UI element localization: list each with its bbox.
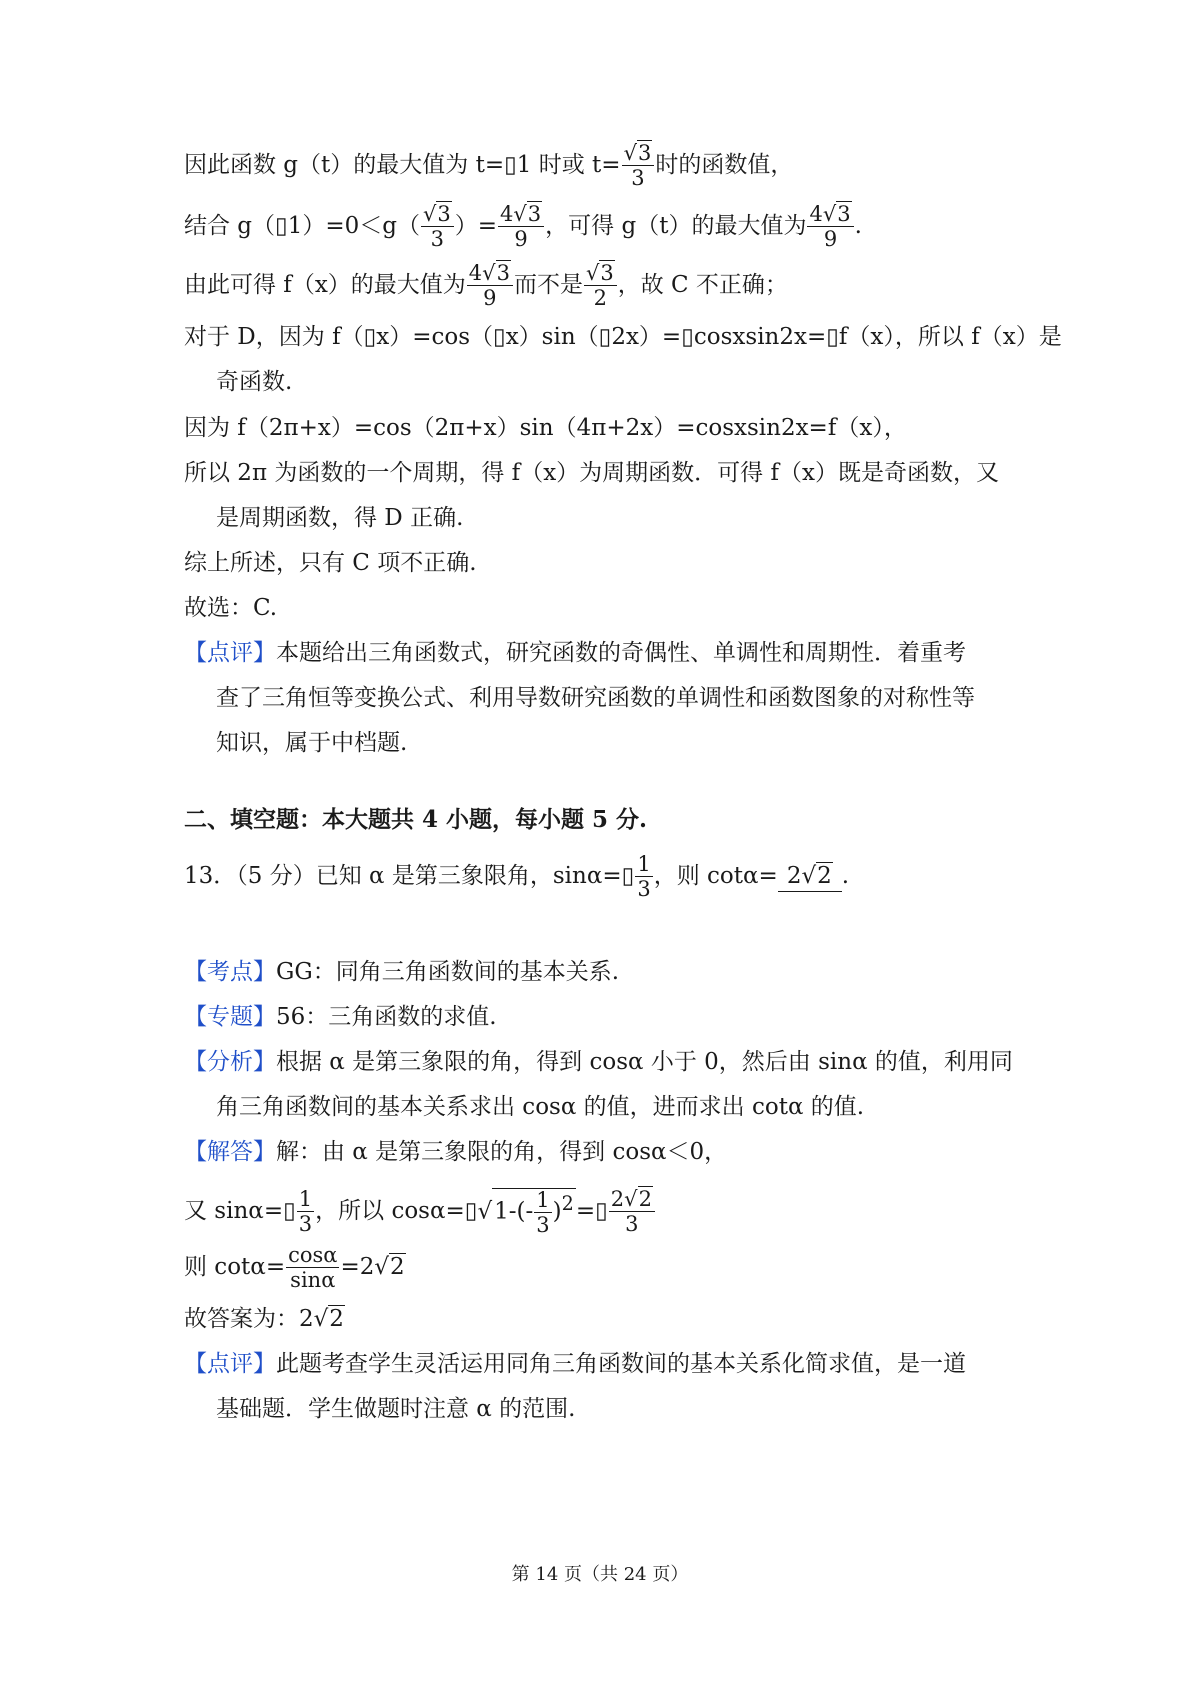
missing-glyph: ▯: [504, 152, 517, 178]
fraction: $\frac{1}{3}$: [637, 852, 651, 901]
fraction: $\frac{√3}{3}$: [622, 143, 655, 189]
question-13: 13．（5 分）已知 α 是第三象限角，sinα=▯ $\frac{1}{3}$ ，则 cotα= 2√2 .: [184, 852, 850, 901]
fraction: $\frac{√3}{2}$: [584, 263, 617, 309]
text-line: 【考点】GG：同角三角函数间的基本关系.: [184, 959, 620, 985]
text-line: 所以 2π 为函数的一个周期，得 f（x）为周期函数．可得 f（x）既是奇函数，又: [184, 460, 999, 486]
fraction: $\frac{2√2}{3}$: [609, 1189, 655, 1235]
text-line: [184, 143, 793, 189]
text-line: 【分析】根据 α 是第三象限的角，得到 cosα 小于 0，然后由 sinα 的值，利用同: [184, 1049, 1013, 1075]
text-line: 角三角函数间的基本关系求出 cosα 的值，进而求出 cotα 的值.: [216, 1094, 865, 1120]
text-line: 综上所述，只有 C 项不正确.: [184, 550, 477, 576]
fraction: $\frac{1}{3}$: [298, 1186, 313, 1236]
text-line: 【点评】本题给出三角函数式，研究函数的奇偶性、单调性和周期性．着重考: [184, 640, 966, 666]
solution-tag: 【解答】: [184, 1139, 276, 1165]
text-line: 对于 D，因为 f（▯x）=cos（▯x）sin（▯2x）=▯cosxsin2x=▯f（x），所以 f（x）是: [184, 324, 1062, 350]
fraction: $\frac{4√3}{9}$: [807, 204, 853, 250]
analysis-tag: 【分析】: [184, 1049, 276, 1075]
text: 因此函数 g（t）的最大值为 t=: [184, 152, 505, 178]
text-line: 则 cotα= $\frac{\cos\alpha}{\sin\alpha}$ =2√2: [184, 1243, 405, 1292]
text-line: 故选：C.: [184, 595, 278, 621]
comment-tag: 【点评】: [184, 1351, 276, 1377]
text-line: 知识，属于中档题.: [216, 730, 408, 756]
text-line: 【点评】此题考查学生灵活运用同角三角函数间的基本关系化简求值，是一道: [184, 1351, 966, 1377]
fraction: $\frac{4√3}{9}$: [467, 263, 513, 309]
text-line: 查了三角恒等变换公式、利用导数研究函数的单调性和函数图象的对称性等: [216, 685, 975, 711]
comment-tag: 【点评】: [184, 640, 276, 666]
text-line: 【解答】解：由 α 是第三象限的角，得到 cosα＜0，: [184, 1139, 728, 1165]
text: 时的函数值，: [655, 152, 794, 178]
text-line: 是周期函数，得 D 正确.: [216, 505, 464, 531]
section-heading: 二、填空题：本大题共 4 小题，每小题 5 分.: [184, 806, 648, 833]
text-line: 【专题】56：三角函数的求值.: [184, 1004, 497, 1030]
text-line: 因为 f（2π+x）=cos（2π+x）sin（4π+2x）=cosxsin2x=f（x），: [184, 415, 907, 441]
text: 1 时或 t=: [516, 152, 621, 178]
text-line: 结合 g（▯1）=0＜g（ $\frac{√3}{3}$ ）= $\frac{4√3}{9}$ ，可得 g（t）的最大值为 $\frac{4√3}{9}$ .: [184, 202, 862, 251]
radical: √1-(- $\frac{1}{3}$ )$^2$: [477, 1187, 574, 1237]
text-line: 奇函数.: [216, 369, 293, 395]
text-line: 故答案为：2√2: [184, 1306, 344, 1332]
topic-tag: 【专题】: [184, 1004, 276, 1030]
text-line: 基础题．学生做题时注意 α 的范围.: [216, 1396, 576, 1422]
text-line: 由此可得 f（x）的最大值为 $\frac{4√3}{9}$ 而不是 $\frac{√3}{2}$ ，故 C 不正确；: [184, 261, 788, 310]
missing-glyph: ▯: [275, 213, 288, 239]
fraction: $\frac{\cos\alpha}{\sin\alpha}$: [288, 1243, 338, 1292]
answer-blank: 2√2: [778, 861, 842, 892]
fraction: $\frac{√3}{3}$: [421, 204, 454, 250]
page-footer: 第 14 页（共 24 页）: [511, 1564, 689, 1585]
knowledge-tag: 【考点】: [184, 959, 276, 985]
text-line: 又 sinα=▯ $\frac{1}{3}$ ，所以 cosα=▯√1-(- $\frac{1}{3}$ )$^2$=▯ $\frac{2√2}{3}$: [184, 1188, 656, 1236]
fraction: $\frac{4√3}{9}$: [498, 204, 544, 250]
